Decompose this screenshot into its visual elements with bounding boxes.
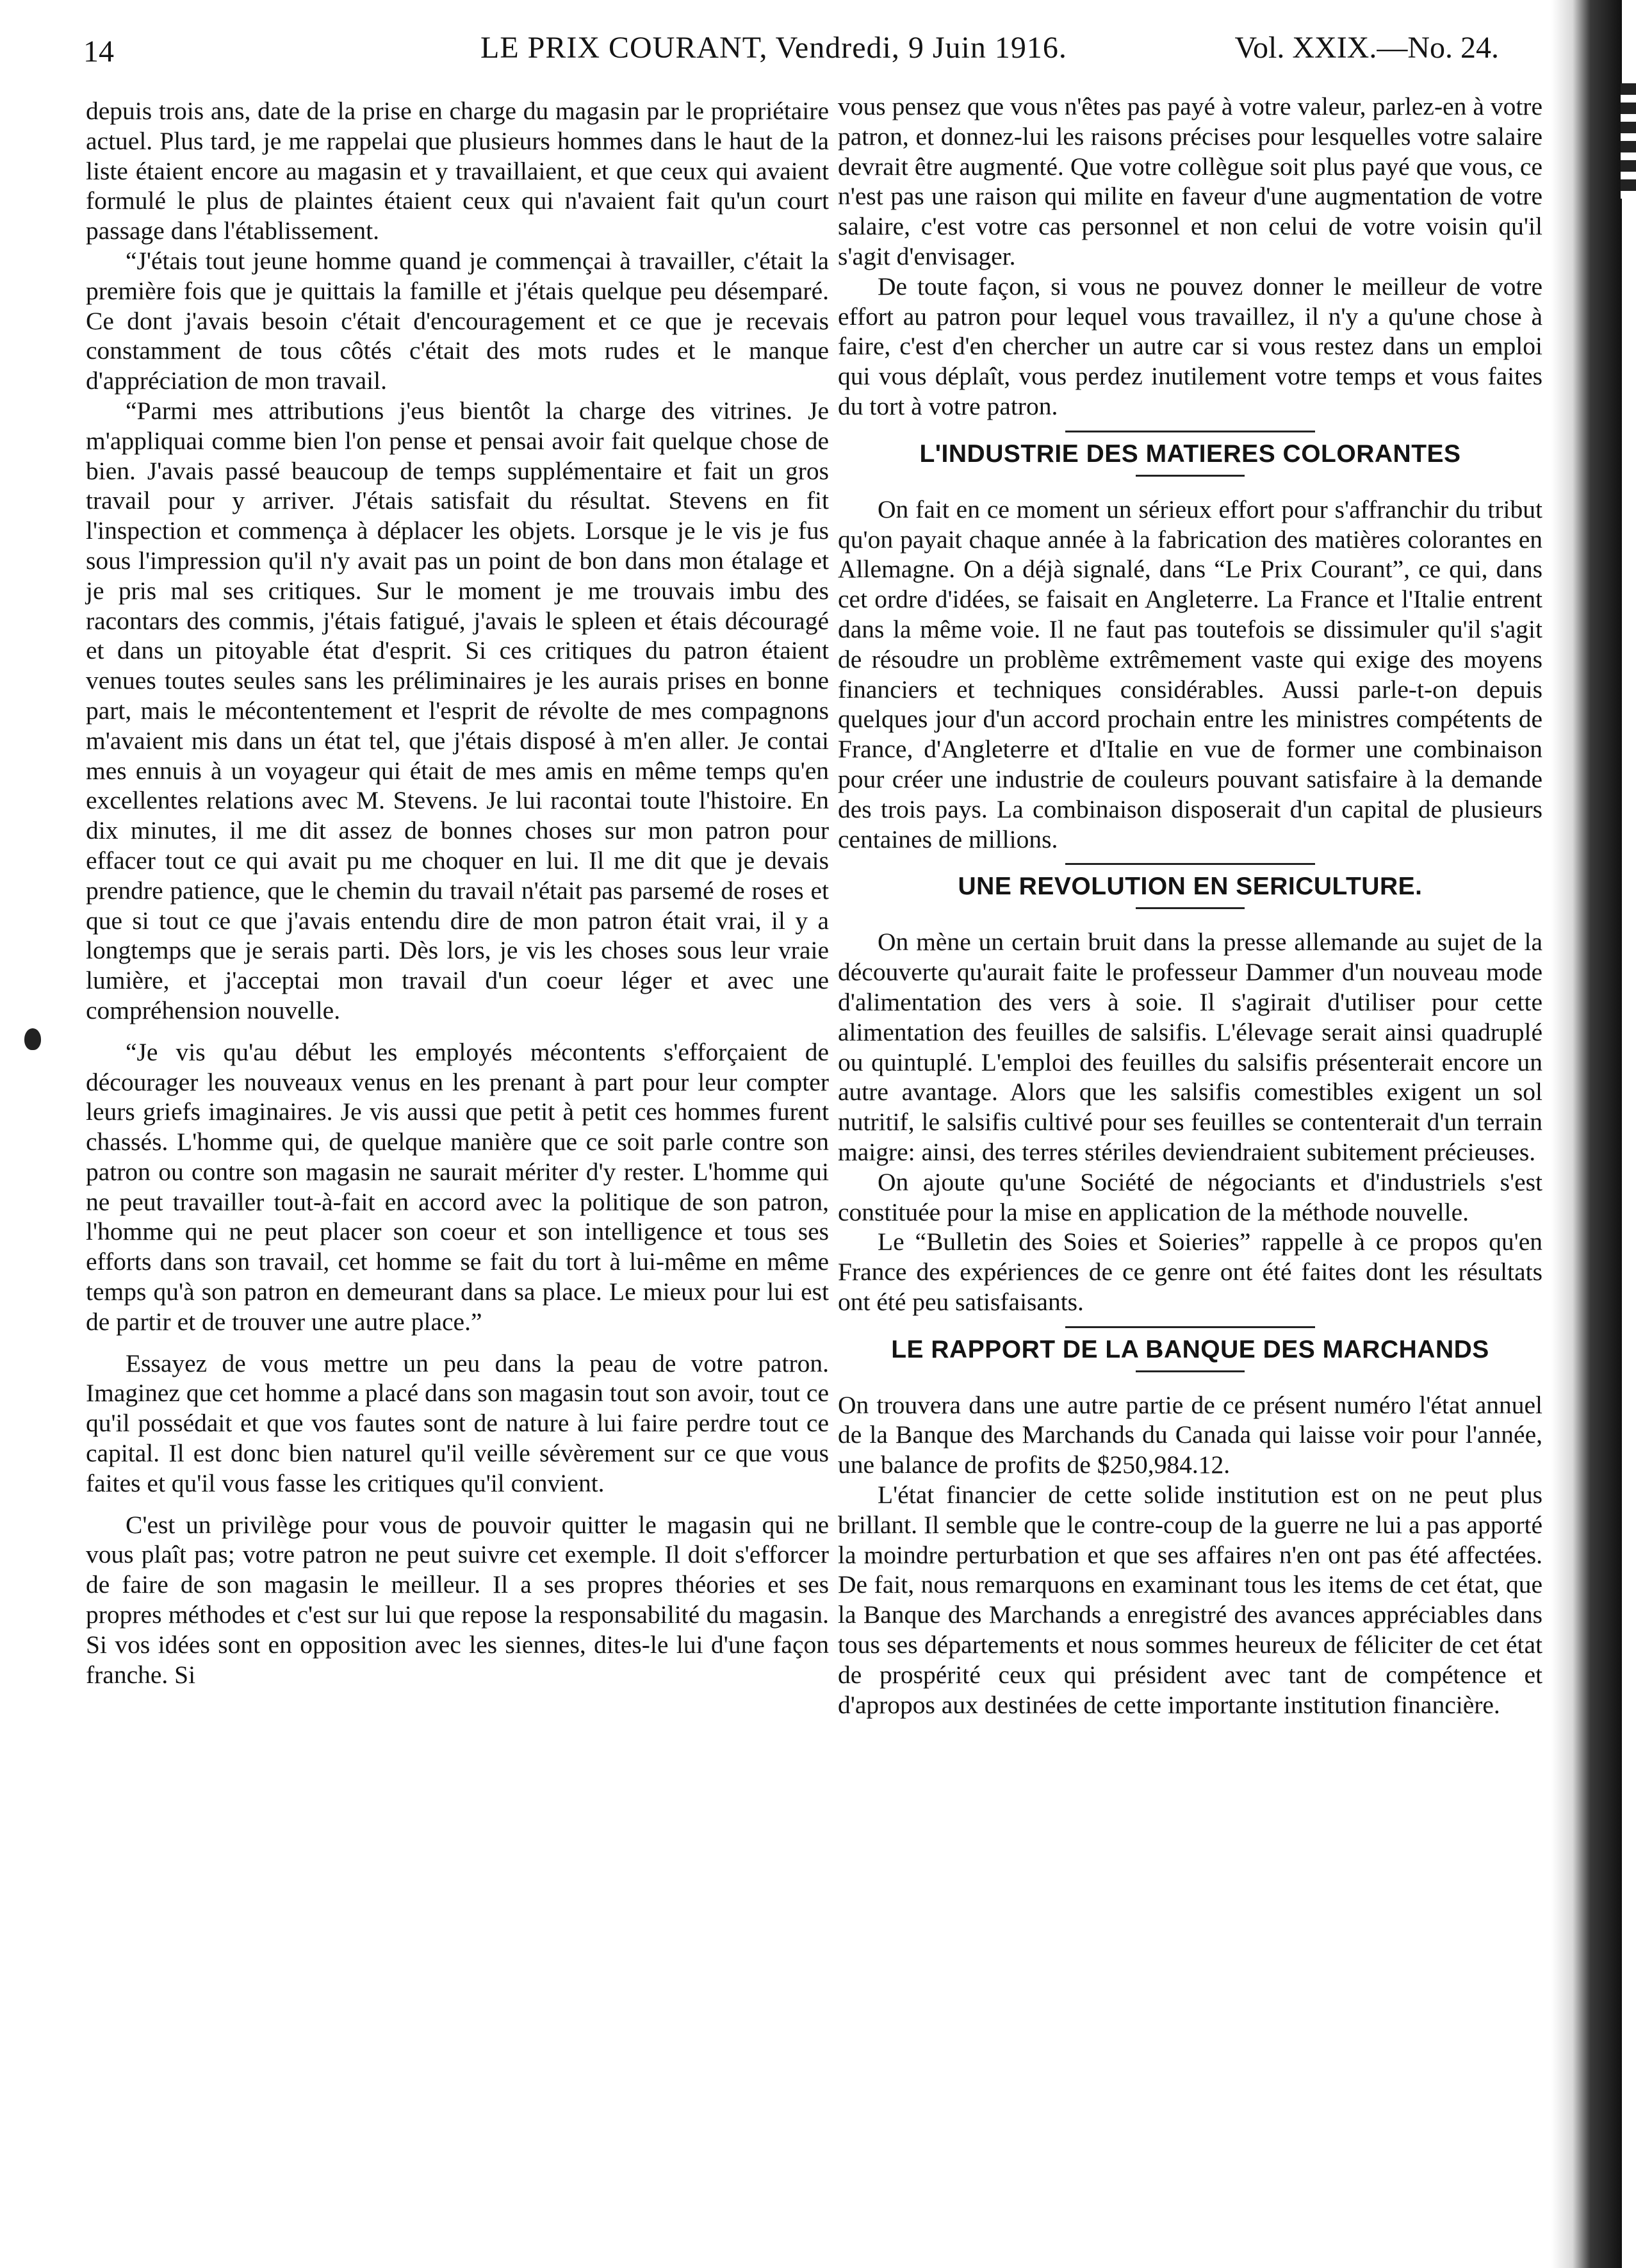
- paragraph: vous pensez que vous n'êtes pas payé à votre valeur, parlez-en à votre patron, et donnez-lui les raisons précises pour lesquelles votre salaire devrait être augmenté. Que votre collègue soit plus payé que vous, ce n'est pas une raison qui milite en faveur d'une augmentation de votre salaire, c'est votre cas personnel et non celui de votre voisin qu'il s'agit d'envisager.: [838, 92, 1542, 270]
- page-number: 14: [83, 35, 114, 69]
- left-column: [86, 96, 829, 1689]
- right-column: [838, 92, 1542, 1720]
- binding-marks: [1621, 83, 1636, 199]
- paragraph: De toute façon, si vous ne pouvez donner le meilleur de votre effort au patron pour lequel vous travaillez, il n'y a qu'une chose à faire, c'est d'en chercher un autre car si vous restez dans un emploi qui vous déplaît, vous perdez inutilement votre temps et vous faites du tort à votre patron.: [838, 272, 1542, 420]
- paragraph: L'état financier de cette solide institution est on ne peut plus brillant. Il semble que le contre-coup de la guerre ne lui a pas apporté la moindre perturbation et que ses affaires n'en ont pas été affectées. De fait, nous remarquons en examinant tous les items de cet état, que la Banque des Marchands a enregistré des avances appréciables dans tous ses départements et nous sommes heureux de féliciter de cet état de prospérité ceux qui président avec tant de compétence et d'apropos aux destinées de cette importante institution financière.: [838, 1481, 1542, 1719]
- section-divider: [1065, 863, 1315, 865]
- paragraph: “Parmi mes attributions j'eus bientôt la charge des vitrines. Je m'appliquai comme bien l'on pense et pensai avoir fait quelque chose de bien. J'avais passé beaucoup de temps supplémentaire et fait un gros travail pour y arriver. J'étais satisfait du résultat. Stevens en fit l'inspection et commença à déplacer les objets. Lorsque je le vis je fus sous l'impression qu'il n'y avait pas un point de bon dans mon étalage et je pris mal ses critiques. Sur le moment je me trouvais imbu des racontars des commis, j'étais fatigué, j'avais le spleen et étais découragé et dans un pitoyable état d'esprit. Si ces critiques du patron étaient venues toutes seules sans les préliminaires je les aurais prises en bonne part, mais le mécontentement et l'esprit de révolte de mes compagnons m'avaient mis dans un état tel, que j'étais disposé à m'en aller. Je contai mes ennuis à un voyageur qui était de mes amis en même temps qu'en excellentes relations avec M. Stevens. Je lui racontai toute l'histoire. En dix minutes, il me dit assez de bonnes choses sur mon patron pour effacer tout ce qui avait pu me choquer en lui. Il me dit que je devais prendre patience, que le chemin du travail n'était pas parsemé de roses et que si tout ce que j'avais entendu dire de mon patron était vrai, il y a longtemps que je serais parti. Dès lors, je vis les choses sous leur vraie lumière, et j'acceptai mon travail d'un coeur léger et avec une compréhension nouvelle.: [86, 396, 829, 1024]
- heading-underline: [1136, 1370, 1245, 1372]
- margin-ink-mark: [24, 1028, 41, 1050]
- section-divider: [1065, 431, 1315, 432]
- paragraph: “Je vis qu'au début les employés mécontents s'efforçaient de décourager les nouveaux venus en les prenant à part pour leur compter leurs griefs imaginaires. Je vis aussi que petit à petit ces hommes furent chassés. L'homme qui, de quelque manière que ce soit parle contre son patron ou contre son magasin ne saurait mériter d'y rester. L'homme qui ne peut travailler tout-à-fait en accord avec la politique de son patron, l'homme qui ne peut placer son coeur et son intelligence et tous ses efforts dans son travail, cet homme se fait du tort à lui-même en même temps qu'à son patron en demeurant dans sa place. Le mieux pour lui est de partir et de trouver une autre place.”: [86, 1037, 829, 1336]
- page-edge-shadow: [1551, 0, 1622, 2268]
- volume-number: Vol. XXIX.—No. 24.: [1234, 31, 1499, 65]
- section-heading-banque-des-marchands: LE RAPPORT DE LA BANQUE DES MARCHANDS: [891, 1335, 1489, 1363]
- paragraph: Essayez de vous mettre un peu dans la peau de votre patron. Imaginez que cet homme a placé dans son magasin tout son avoir, tout ce qu'il possédait et que vos fautes sont de nature à lui faire perdre tout ce capital. Il est donc bien naturel qu'il veille sévèrement sur ce que vous faites et qu'il vous fasse les critiques qu'il convient.: [86, 1349, 829, 1497]
- section-divider: [1065, 1326, 1315, 1328]
- paragraph: “J'étais tout jeune homme quand je commençai à travailler, c'était la première fois que je quittais la famille et j'étais quelque peu désemparé. Ce dont j'avais besoin c'était d'encouragement et ce que je recevais constamment de tous côtés c'était des mots rudes et le manque d'appréciation de mon travail.: [86, 246, 829, 395]
- newspaper-title: LE PRIX COURANT, Vendredi, 9 Juin 1916.: [480, 31, 1067, 65]
- section-heading-sericulture: UNE REVOLUTION EN SERICULTURE.: [958, 873, 1423, 901]
- paragraph: On trouvera dans une autre partie de ce présent numéro l'état annuel de la Banque des Marchands du Canada qui laisse voir pour l'année, une balance de profits de $250,984.12.: [838, 1390, 1542, 1479]
- section-heading-matieres-colorantes: L'INDUSTRIE DES MATIERES COLORANTES: [919, 440, 1461, 468]
- paragraph: C'est un privilège pour vous de pouvoir quitter le magasin qui ne vous plaît pas; votre patron ne peut suivre cet exemple. Il doit s'efforcer de faire de son magasin le meilleur. Il a ses propres théories et ses propres méthodes et c'est sur lui que repose la responsabilité du magasin. Si vos idées sont en opposition avec les siennes, dites-le lui d'une façon franche. Si: [86, 1510, 829, 1689]
- page-header: [83, 26, 1499, 70]
- paragraph: Le “Bulletin des Soies et Soieries” rappelle à ce propos qu'en France des expériences de ce genre ont été faites dont les résultats ont été peu satisfaisants.: [838, 1228, 1542, 1316]
- heading-underline: [1136, 475, 1245, 477]
- paragraph: On mène un certain bruit dans la presse allemande au sujet de la découverte qu'aurait faite le professeur Dammer d'un nouveau mode d'alimentation des vers à soie. Il s'agirait d'utiliser pour cette alimentation des feuilles de salsifis. L'élevage serait ainsi quadruplé ou quintuplé. L'emploi des feuilles du salsifis présenterait encore un autre avantage. Alors que les salsifis comestibles exigent un sol nutritif, le salsifis cultivé pour ses feuilles se contenterait d'un terrain maigre: ainsi, des terres stériles deviendraient subitement précieuses.: [838, 928, 1542, 1166]
- heading-underline: [1136, 907, 1245, 909]
- paragraph: On fait en ce moment un sérieux effort pour s'affranchir du tribut qu'on payait chaque année à la fabrication des matières colorantes en Allemagne. On a déjà signalé, dans “Le Prix Courant”, ce qui, dans cet ordre d'idées, se faisait en Angleterre. La France et l'Italie entrent dans la même voie. Il ne faut pas toutefois se dissimuler qu'il s'agit de résoudre un problème extrêmement vaste qui exige des moyens financiers et techniques considérables. Aussi parle-t-on depuis quelques jour d'un accord prochain entre les ministres compétents de France, d'Angleterre et d'Italie en vue de former une combinaison pour créer une industrie de couleurs pouvant satisfaire à la demande des trois pays. La combinaison disposerait d'un capital de plusieurs centaines de millions.: [838, 495, 1542, 853]
- paragraph: depuis trois ans, date de la prise en charge du magasin par le propriétaire actuel. Plus tard, je me rappelai que plusieurs hommes dans le haut de la liste étaient encore au magasin et y travaillaient, et que ceux qui avaient formulé le plus de plaintes étaient ceux qui n'avaient fait qu'un court passage dans l'établissement.: [86, 97, 829, 245]
- paragraph: On ajoute qu'une Société de négociants et d'industriels s'est constituée pour la mise en application de la méthode nouvelle.: [838, 1167, 1542, 1226]
